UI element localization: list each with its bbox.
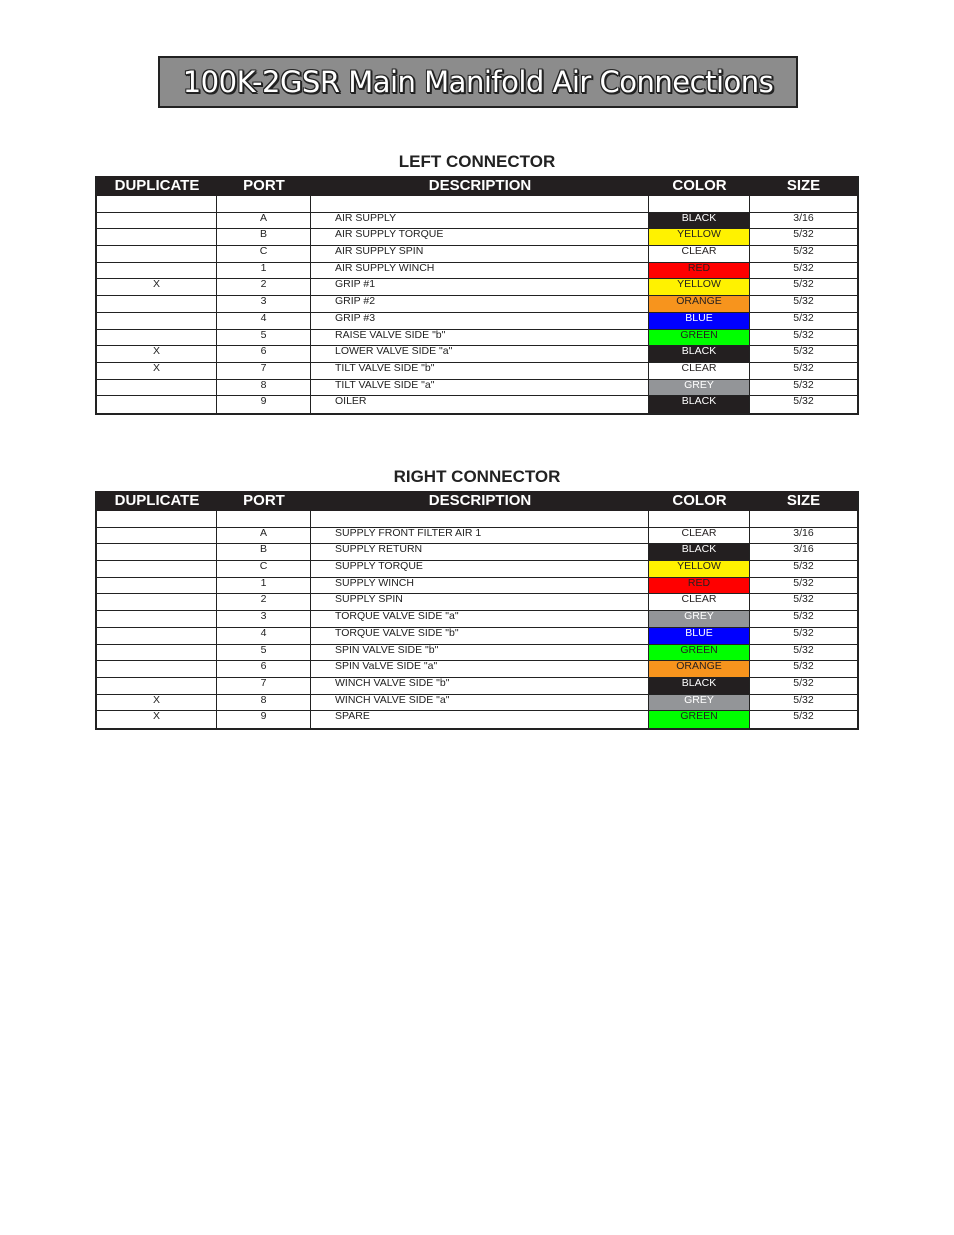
port-cell: 1: [217, 578, 311, 594]
table-row: [97, 528, 857, 545]
size-cell: 5/32: [793, 711, 814, 723]
table-row: [97, 229, 857, 246]
description-cell: GRIP #2: [311, 296, 649, 312]
duplicate-cell: X: [97, 346, 217, 362]
description-cell: [311, 196, 649, 212]
description-cell: AIR SUPPLY: [311, 213, 649, 229]
description-cell: LOWER VALVE SIDE "a": [311, 346, 649, 362]
header-port: PORT: [243, 177, 285, 194]
port-cell: 9: [217, 711, 311, 728]
color-cell: GREY: [649, 695, 750, 711]
port-cell: 9: [217, 396, 311, 413]
port-cell: 3: [217, 296, 311, 312]
size-cell: [750, 196, 857, 212]
size-cell: 5/32: [793, 594, 814, 606]
port-cell: B: [217, 229, 311, 245]
color-cell: BLUE: [649, 313, 750, 329]
table-row: [97, 511, 857, 528]
description-cell: TILT VALVE SIDE "b": [311, 363, 649, 379]
header-duplicate: DUPLICATE: [114, 492, 200, 509]
size-cell: 5/32: [793, 362, 814, 374]
duplicate-cell: [97, 229, 217, 245]
duplicate-cell: [97, 561, 217, 577]
size-cell: 5/32: [793, 379, 814, 391]
color-cell: GREEN: [649, 330, 750, 346]
table-row: [97, 396, 857, 413]
port-cell: [217, 511, 311, 527]
description-cell: WINCH VALVE SIDE "b": [311, 678, 649, 694]
header-size: SIZE: [786, 492, 821, 509]
color-cell: BLACK: [649, 346, 750, 362]
color-cell: YELLOW: [649, 561, 750, 577]
description-cell: WINCH VALVE SIDE "a": [311, 695, 649, 711]
size-cell: 5/32: [793, 644, 814, 656]
description-cell: AIR SUPPLY TORQUE: [311, 229, 649, 245]
port-cell: 2: [217, 279, 311, 295]
description-cell: SUPPLY SPIN: [311, 594, 649, 610]
port-cell: 8: [217, 695, 311, 711]
color-cell: YELLOW: [649, 229, 750, 245]
color-cell: RED: [649, 578, 750, 594]
duplicate-cell: [97, 313, 217, 329]
description-cell: SUPPLY TORQUE: [311, 561, 649, 577]
duplicate-cell: [97, 511, 217, 527]
duplicate-cell: [97, 594, 217, 610]
table-row: [97, 661, 857, 678]
table-row: [97, 380, 857, 397]
duplicate-cell: [97, 396, 217, 413]
description-cell: SPARE: [311, 711, 649, 728]
right-connector-table: [95, 491, 859, 730]
description-cell: GRIP #3: [311, 313, 649, 329]
left-table-header: [97, 176, 857, 196]
table-row: [97, 263, 857, 280]
color-cell: BLACK: [649, 678, 750, 694]
port-cell: [217, 196, 311, 212]
table-row: [97, 213, 857, 230]
duplicate-cell: [97, 196, 217, 212]
description-cell: RAISE VALVE SIDE "b": [311, 330, 649, 346]
color-cell: GREEN: [649, 711, 750, 728]
port-cell: 3: [217, 611, 311, 627]
table-row: [97, 711, 857, 728]
duplicate-cell: X: [97, 279, 217, 295]
duplicate-cell: X: [97, 695, 217, 711]
header-color: COLOR: [672, 177, 727, 194]
color-cell: CLEAR: [649, 246, 750, 262]
right-connector-heading: RIGHT CONNECTOR: [393, 467, 561, 486]
description-cell: SUPPLY RETURN: [311, 544, 649, 560]
port-cell: 2: [217, 594, 311, 610]
size-cell: 5/32: [793, 677, 814, 689]
description-cell: SPIN VaLVE SIDE "a": [311, 661, 649, 677]
size-cell: 5/32: [793, 229, 814, 241]
size-cell: 5/32: [793, 262, 814, 274]
color-cell: YELLOW: [649, 279, 750, 295]
duplicate-cell: [97, 263, 217, 279]
size-cell: 5/32: [793, 296, 814, 308]
port-cell: 5: [217, 330, 311, 346]
port-cell: B: [217, 544, 311, 560]
duplicate-cell: [97, 246, 217, 262]
page-title: 100K-2GSR Main Manifold Air Connections: [182, 65, 774, 99]
description-cell: SPIN VALVE SIDE "b": [311, 645, 649, 661]
left-connector-table: [95, 176, 859, 415]
table-row: [97, 544, 857, 561]
port-cell: A: [217, 213, 311, 229]
port-cell: 5: [217, 645, 311, 661]
color-cell: CLEAR: [649, 363, 750, 379]
port-cell: 6: [217, 346, 311, 362]
table-row: [97, 313, 857, 330]
color-cell: BLACK: [649, 213, 750, 229]
table-row: [97, 678, 857, 695]
header-duplicate: DUPLICATE: [114, 177, 200, 194]
duplicate-cell: [97, 296, 217, 312]
description-cell: SUPPLY WINCH: [311, 578, 649, 594]
table-row: [97, 279, 857, 296]
color-cell: BLACK: [649, 544, 750, 560]
left-table-body: [97, 196, 857, 413]
size-cell: 3/16: [793, 544, 814, 556]
table-row: [97, 611, 857, 628]
description-cell: OILER: [311, 396, 649, 413]
header-description: DESCRIPTION: [428, 492, 532, 509]
color-cell: CLEAR: [649, 528, 750, 544]
port-cell: 7: [217, 363, 311, 379]
table-row: [97, 296, 857, 313]
port-cell: 7: [217, 678, 311, 694]
port-cell: A: [217, 528, 311, 544]
size-cell: 5/32: [793, 329, 814, 341]
color-cell: GREY: [649, 380, 750, 396]
table-row: [97, 594, 857, 611]
table-row: [97, 196, 857, 213]
port-cell: 6: [217, 661, 311, 677]
size-cell: 5/32: [793, 694, 814, 706]
size-cell: 5/32: [793, 279, 814, 291]
duplicate-cell: [97, 611, 217, 627]
duplicate-cell: [97, 628, 217, 644]
port-cell: C: [217, 246, 311, 262]
duplicate-cell: [97, 645, 217, 661]
size-cell: 5/32: [793, 246, 814, 258]
size-cell: 5/32: [793, 661, 814, 673]
description-cell: SUPPLY FRONT FILTER AIR 1: [311, 528, 649, 544]
color-cell: CLEAR: [649, 594, 750, 610]
port-cell: 8: [217, 380, 311, 396]
color-cell: [649, 511, 750, 527]
color-cell: BLACK: [649, 396, 750, 413]
table-row: [97, 346, 857, 363]
color-cell: ORANGE: [649, 296, 750, 312]
size-cell: [750, 511, 857, 527]
size-cell: 5/32: [793, 627, 814, 639]
right-table-header: [97, 491, 857, 511]
size-cell: 5/32: [793, 346, 814, 358]
table-row: [97, 628, 857, 645]
table-row: [97, 330, 857, 347]
description-cell: AIR SUPPLY SPIN: [311, 246, 649, 262]
table-row: [97, 246, 857, 263]
port-cell: C: [217, 561, 311, 577]
duplicate-cell: [97, 380, 217, 396]
description-cell: TORQUE VALVE SIDE "a": [311, 611, 649, 627]
left-connector-heading: LEFT CONNECTOR: [398, 152, 556, 171]
duplicate-cell: [97, 330, 217, 346]
port-cell: 1: [217, 263, 311, 279]
size-cell: 5/32: [793, 611, 814, 623]
duplicate-cell: [97, 544, 217, 560]
color-cell: GREY: [649, 611, 750, 627]
description-cell: [311, 511, 649, 527]
duplicate-cell: [97, 578, 217, 594]
title-banner: [158, 56, 798, 108]
description-cell: TORQUE VALVE SIDE "b": [311, 628, 649, 644]
header-port: PORT: [243, 492, 285, 509]
duplicate-cell: [97, 528, 217, 544]
header-color: COLOR: [672, 492, 727, 509]
size-cell: 5/32: [793, 396, 814, 408]
port-cell: 4: [217, 628, 311, 644]
description-cell: GRIP #1: [311, 279, 649, 295]
table-row: [97, 561, 857, 578]
color-cell: BLUE: [649, 628, 750, 644]
duplicate-cell: [97, 213, 217, 229]
duplicate-cell: [97, 678, 217, 694]
color-cell: ORANGE: [649, 661, 750, 677]
size-cell: 3/16: [793, 212, 814, 224]
duplicate-cell: X: [97, 711, 217, 728]
header-size: SIZE: [786, 177, 821, 194]
header-description: DESCRIPTION: [428, 177, 532, 194]
duplicate-cell: X: [97, 363, 217, 379]
port-cell: 4: [217, 313, 311, 329]
description-cell: AIR SUPPLY WINCH: [311, 263, 649, 279]
table-row: [97, 578, 857, 595]
size-cell: 5/32: [793, 561, 814, 573]
description-cell: TILT VALVE SIDE "a": [311, 380, 649, 396]
table-row: [97, 645, 857, 662]
size-cell: 5/32: [793, 312, 814, 324]
duplicate-cell: [97, 661, 217, 677]
table-row: [97, 363, 857, 380]
color-cell: RED: [649, 263, 750, 279]
color-cell: GREEN: [649, 645, 750, 661]
size-cell: 5/32: [793, 577, 814, 589]
color-cell: [649, 196, 750, 212]
size-cell: 3/16: [793, 527, 814, 539]
table-row: [97, 695, 857, 712]
right-table-body: [97, 511, 857, 728]
